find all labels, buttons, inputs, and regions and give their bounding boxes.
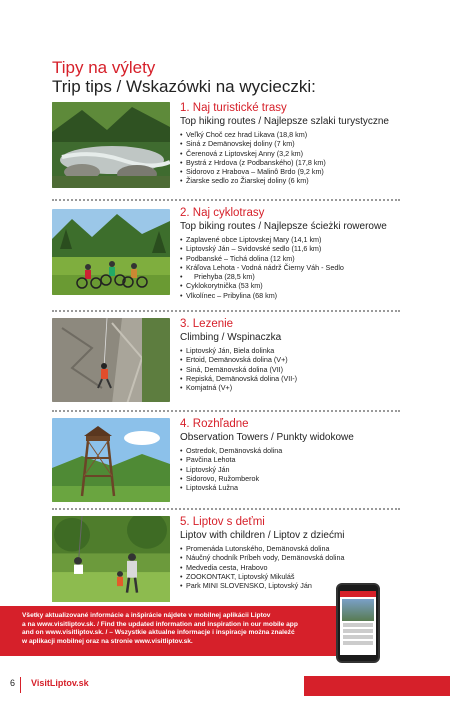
section-subtitle: Liptov with children / Liptov z dziećmi — [180, 530, 345, 541]
footer-accent-bar — [304, 676, 450, 696]
banner-line: a na www.visitliptov.sk. / Find the updated information and inspiration in our mobile app — [22, 620, 298, 628]
children-text — [180, 516, 410, 590]
app-header-bar — [340, 591, 376, 597]
banner-line: Všetky aktualizované informácie a inšpirácie nájdete v mobilnej aplikácii Liptov — [22, 612, 271, 619]
list-item: • Liptovská Lužna — [180, 483, 410, 492]
list-item: • Komjatná (V+) — [180, 383, 410, 392]
list-item: • Sidorovo, Ružomberok — [180, 474, 410, 483]
divider — [52, 199, 400, 201]
climbing-text — [180, 318, 410, 392]
app-row — [343, 629, 373, 633]
list-item: • Siná, Demänovská dolina (VII) — [180, 365, 410, 374]
list-item: • Vlkolínec – Pribylina (68 km) — [180, 291, 410, 300]
list-item: • Medvedia cesta, Hrabovo — [180, 563, 410, 572]
hiking-text — [180, 102, 410, 186]
section-hiking — [52, 102, 406, 194]
divider — [52, 410, 400, 412]
footer-divider — [20, 677, 21, 693]
list-item: • Čerenová z Liptovskej Anny (3,2 km) — [180, 149, 410, 158]
app-row — [343, 623, 373, 627]
list-item: • ZOOKONTAKT, Liptovský Mikuláš — [180, 572, 410, 581]
page-number: 6 — [10, 678, 16, 688]
list-item: • Bystrá z Hrdova (z Podbanského) (17,8 km) — [180, 158, 410, 167]
list-item: • Liptovský Ján — [180, 465, 410, 474]
list-item: • Repiská, Demänovská dolina (VII-) — [180, 374, 410, 383]
list-item: • Cyklokorytnička (53 km) — [180, 281, 410, 290]
page-header — [52, 58, 316, 96]
list-item: • Siná z Demänovskej doliny (7 km) — [180, 139, 410, 148]
list-item: • Podbanské – Tichá dolina (12 km) — [180, 254, 410, 263]
section-title: 5. Liptov s deťmi — [180, 516, 265, 528]
list-item: • Ostredok, Demänovská dolina — [180, 446, 410, 455]
list-item: • Pavčina Lehota — [180, 455, 410, 464]
cycling-text — [180, 207, 410, 300]
list-item: • Veľký Choč cez hrad Likava (18,8 km) — [180, 130, 410, 139]
section-subtitle: Observation Towers / Punkty widokowe — [180, 432, 354, 443]
list-item: • Ertoid, Demänovská dolina (V+) — [180, 355, 410, 364]
title-sk: Tipy na výlety — [52, 58, 156, 77]
section-subtitle: Top hiking routes / Najlepsze szlaki turystyczne — [180, 116, 389, 127]
title-en-pl: Trip tips / Wskazówki na wycieczki: — [52, 77, 316, 96]
towers-text — [180, 418, 410, 492]
climbing-photo — [52, 318, 170, 402]
section-title: 4. Rozhľadne — [180, 418, 249, 430]
section-climbing — [52, 318, 406, 408]
app-info-banner — [0, 606, 346, 656]
page-footer — [0, 676, 450, 696]
list-item: • Park MINI SLOVENSKO, Liptovský Ján — [180, 581, 410, 590]
site-link[interactable]: VisitLiptov.sk — [31, 678, 89, 688]
divider — [52, 508, 400, 510]
section-subtitle: Climbing / Wspinaczka — [180, 332, 282, 343]
children-photo — [52, 516, 170, 608]
list-item: • Zaplavené obce Liptovskej Mary (14,1 km) — [180, 235, 410, 244]
app-photo — [342, 599, 374, 621]
phone-app-image — [336, 583, 380, 663]
section-cycling — [52, 207, 406, 307]
tower-photo — [52, 418, 170, 502]
list-item: • Liptovský Ján, Biela dolinka — [180, 346, 410, 355]
cycling-photo — [52, 209, 170, 295]
section-towers — [52, 418, 406, 506]
list-item: • Náučný chodník Príbeh vody, Demänovská dolina — [180, 553, 410, 562]
hiking-photo — [52, 102, 170, 188]
section-title: 2. Naj cyklotrasy — [180, 207, 265, 219]
banner-line: w aplikacji mobilnej oraz na stronie www.visitliptov.sk. — [22, 638, 193, 646]
list-item: • Sidorovo z Hrabova – Malinô Brdo (9,2 km) — [180, 167, 410, 176]
section-title: 3. Lezenie — [180, 318, 234, 330]
section-subtitle: Top biking routes / Najlepsze ścieżki rowerowe — [180, 221, 387, 232]
list-item: • Žiarske sedlo zo Žiarskej doliny (6 km) — [180, 176, 410, 185]
list-item: • Kráľova Lehota - Vodná nádrž Čierny Váh - Sedlo — [180, 263, 410, 272]
section-title: 1. Naj turistické trasy — [180, 102, 287, 114]
list-item: • Priehyba (28,5 km) — [180, 272, 410, 281]
app-row — [343, 641, 373, 645]
phone-screen — [340, 591, 376, 655]
banner-line: and on www.visitliptov.sk. / – Wszystkie aktualne informacje i inspiracje można znaleźć — [22, 629, 295, 637]
divider — [52, 310, 400, 312]
app-row — [343, 635, 373, 639]
list-item: • Promenáda Lutonského, Demänovská dolina — [180, 544, 410, 553]
list-item: • Liptovský Ján – Svidovské sedlo (11,6 km) — [180, 244, 410, 253]
